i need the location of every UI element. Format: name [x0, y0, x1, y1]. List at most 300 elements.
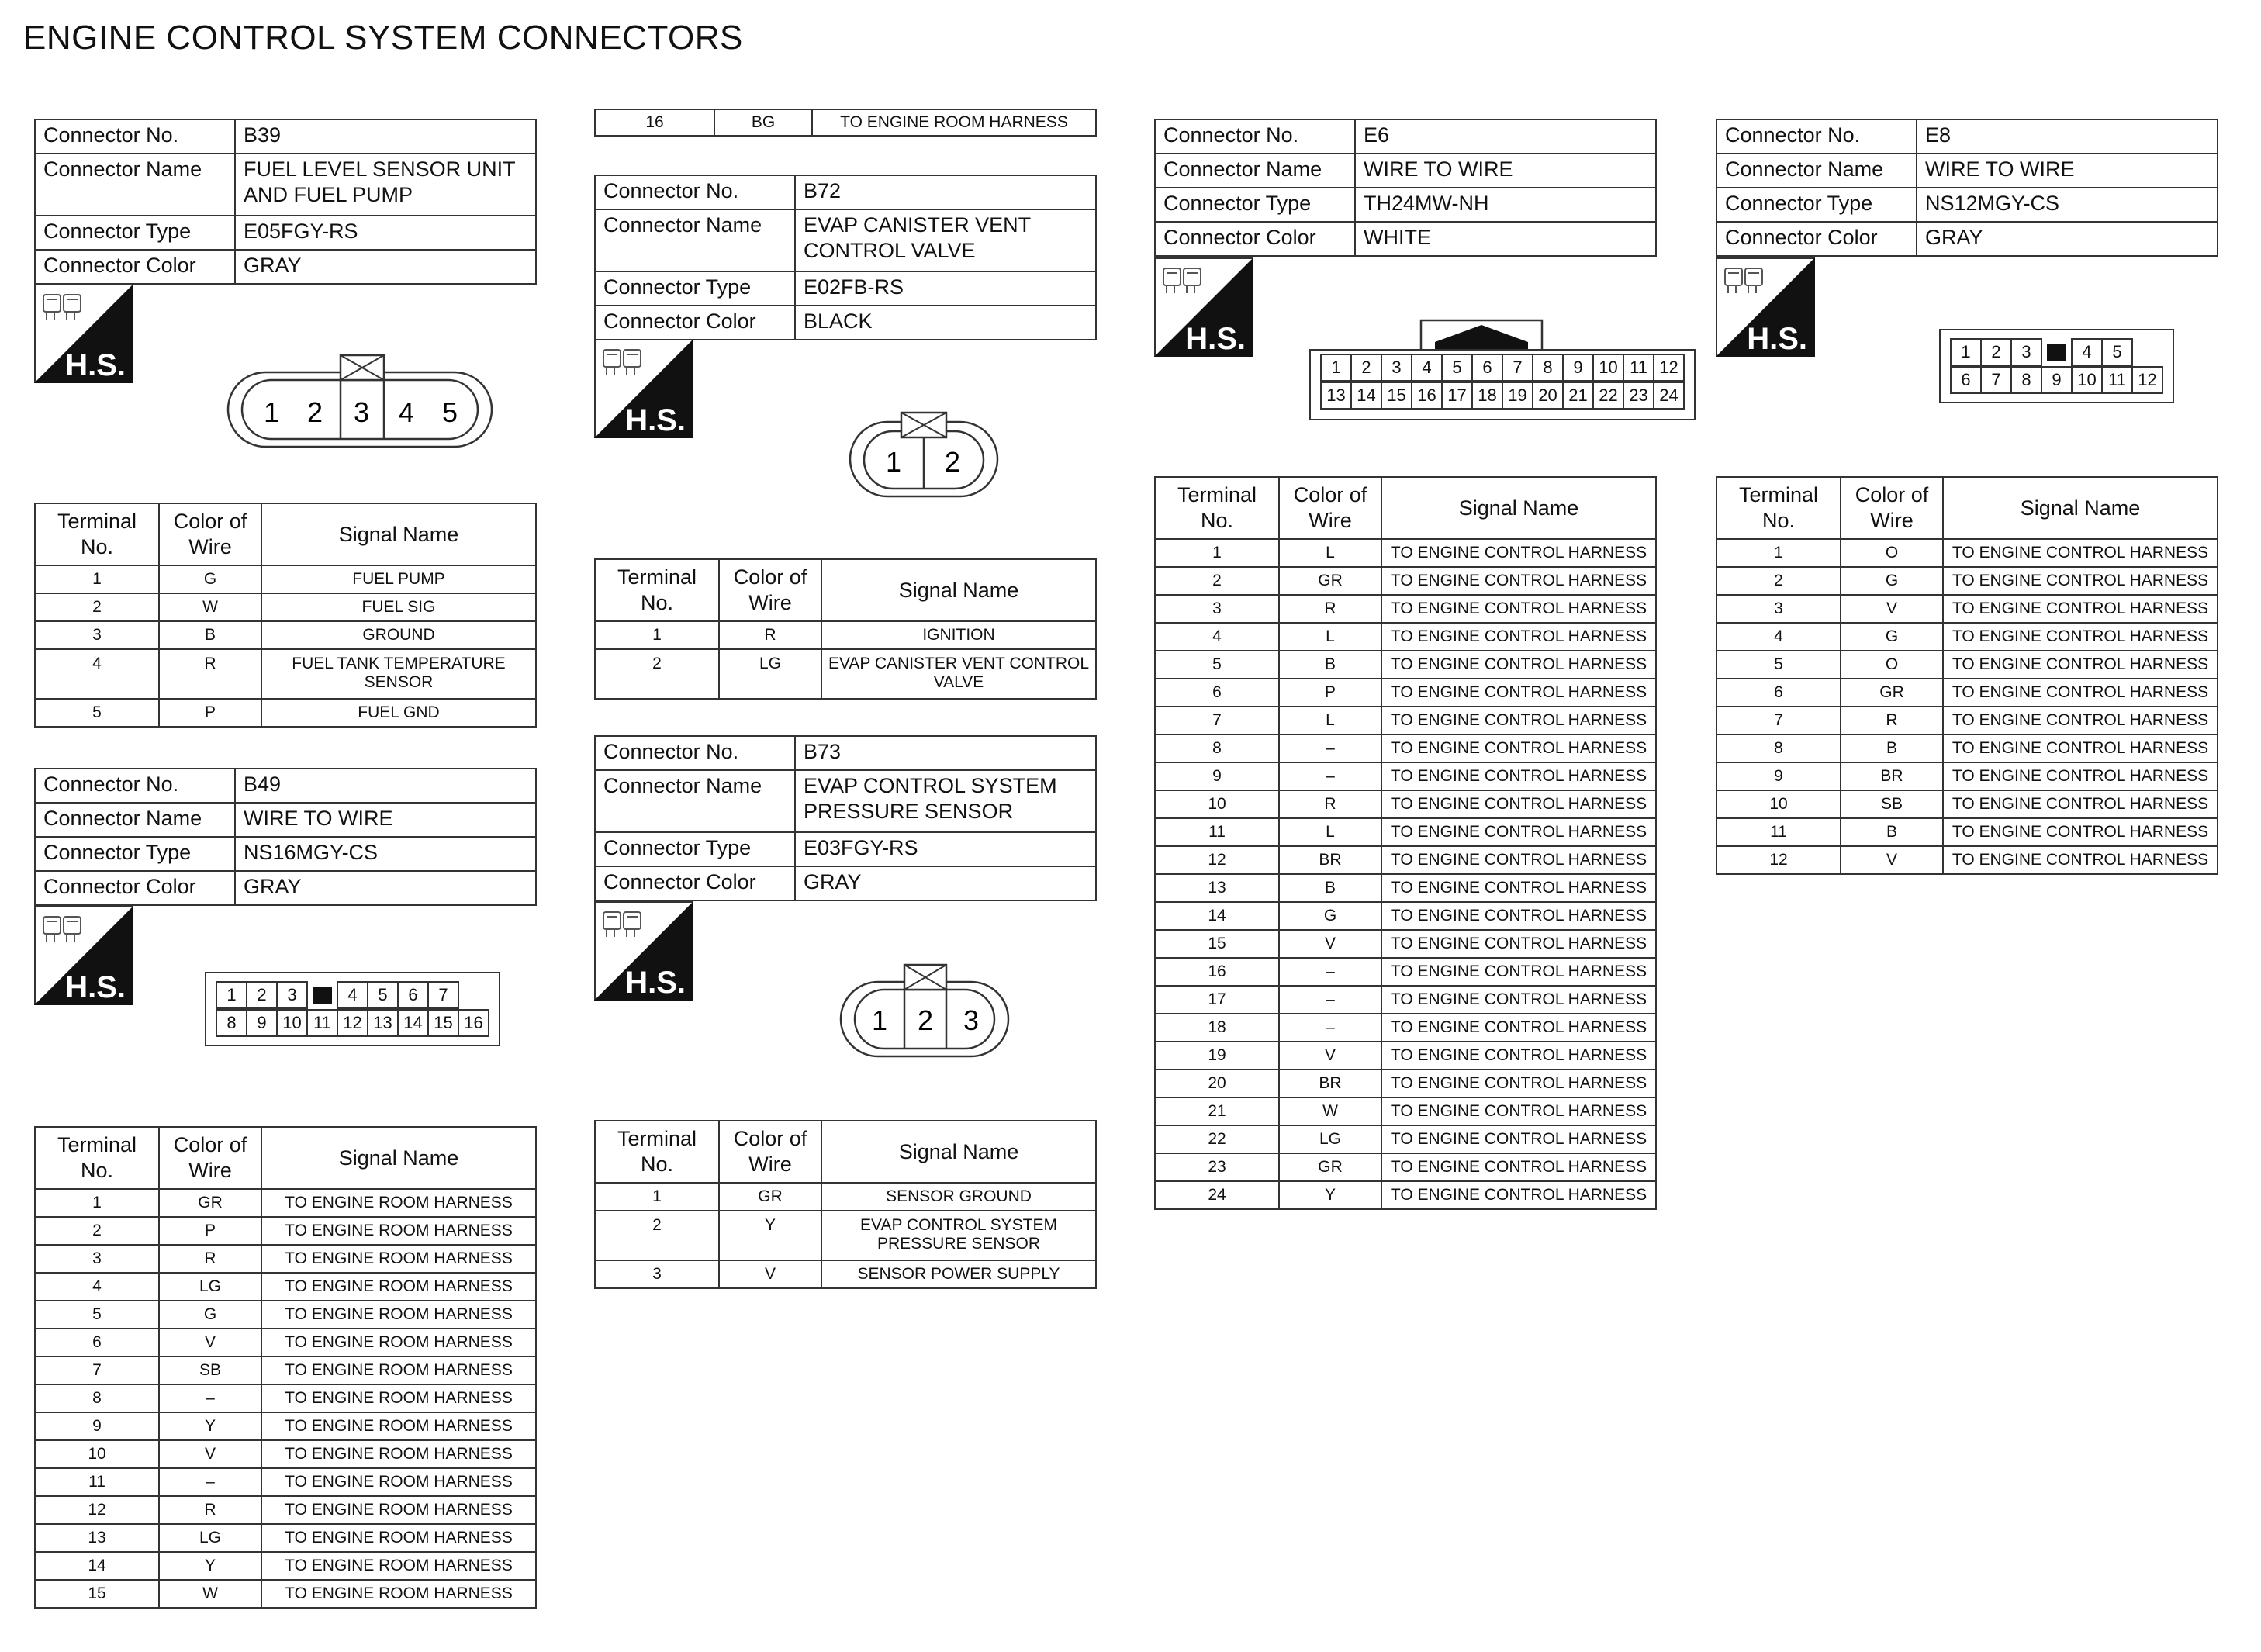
connector-diagram-b39	[225, 351, 496, 451]
color-of-wire: O	[1841, 539, 1943, 567]
pin-number: 2	[247, 982, 277, 1008]
signal-name: TO ENGINE CONTROL HARNESS	[1381, 1097, 1656, 1125]
connector-color-value: GRAY	[795, 866, 1096, 900]
signal-name: EVAP CONTROL SYSTEM PRESSURE SENSOR	[821, 1211, 1096, 1260]
signal-name: TO ENGINE CONTROL HARNESS	[1381, 762, 1656, 790]
pin-number: 1	[263, 396, 280, 428]
header-terminal-no: Terminal No.	[1716, 477, 1841, 539]
pin-number: 16	[458, 1010, 489, 1036]
label-connector-type: Connector Type	[1716, 188, 1917, 222]
signal-name: IGNITION	[821, 621, 1096, 649]
signal-name: TO ENGINE CONTROL HARNESS	[1381, 623, 1656, 651]
hs-label: H.S.	[65, 970, 126, 1004]
terminal-no: 20	[1155, 1070, 1279, 1097]
label-connector-color: Connector Color	[1155, 222, 1355, 256]
signal-name: TO ENGINE CONTROL HARNESS	[1943, 846, 2218, 874]
table-row	[35, 1524, 536, 1552]
label-connector-type: Connector Type	[595, 271, 795, 306]
table-row	[595, 649, 1096, 699]
hs-harness-side-icon	[594, 901, 693, 1001]
header-signal-name: Signal Name	[261, 503, 536, 565]
pin-number: 20	[1533, 382, 1563, 409]
signal-name: TO ENGINE CONTROL HARNESS	[1381, 930, 1656, 958]
signal-name: TO ENGINE CONTROL HARNESS	[1943, 818, 2218, 846]
color-of-wire: Y	[159, 1552, 261, 1580]
signal-name: TO ENGINE CONTROL HARNESS	[1381, 818, 1656, 846]
table-row	[1155, 1097, 1656, 1125]
color-of-wire: BG	[714, 109, 812, 136]
pin-number: 2	[1351, 354, 1381, 381]
terminal-no: 8	[1155, 734, 1279, 762]
table-row	[35, 1496, 536, 1524]
color-of-wire: –	[159, 1468, 261, 1496]
signal-name: TO ENGINE CONTROL HARNESS	[1381, 1042, 1656, 1070]
header-color-of-wire: Color of Wire	[719, 559, 821, 621]
color-of-wire: R	[1279, 790, 1381, 818]
pin-number: 1	[1321, 354, 1351, 381]
table-row	[35, 1440, 536, 1468]
signal-name: TO ENGINE ROOM HARNESS	[261, 1384, 536, 1412]
signal-name: TO ENGINE CONTROL HARNESS	[1381, 734, 1656, 762]
signal-name: SENSOR GROUND	[821, 1183, 1096, 1211]
terminal-no: 2	[1155, 567, 1279, 595]
color-of-wire: B	[1841, 734, 1943, 762]
label-connector-type: Connector Type	[1155, 188, 1355, 222]
color-of-wire: GR	[1279, 1153, 1381, 1181]
terminal-no: 3	[35, 1245, 159, 1273]
signal-name: TO ENGINE CONTROL HARNESS	[1943, 679, 2218, 707]
header-color-of-wire: Color of Wire	[1279, 477, 1381, 539]
pin-number: 18	[1472, 382, 1502, 409]
terminal-no: 4	[1155, 623, 1279, 651]
signal-name: TO ENGINE CONTROL HARNESS	[1943, 623, 2218, 651]
label-connector-no: Connector No.	[1155, 119, 1355, 154]
connector-e6	[1154, 119, 1657, 257]
hs-icon-graphic	[594, 339, 693, 438]
color-of-wire: P	[159, 699, 261, 727]
table-row	[35, 1580, 536, 1608]
pin-number: 1	[871, 1004, 888, 1036]
signal-name: TO ENGINE ROOM HARNESS	[261, 1273, 536, 1301]
terminal-no: 6	[35, 1329, 159, 1357]
table-row	[1155, 874, 1656, 902]
terminal-no: 1	[1716, 539, 1841, 567]
color-of-wire: L	[1279, 623, 1381, 651]
label-connector-color: Connector Color	[35, 250, 235, 284]
signal-name: TO ENGINE CONTROL HARNESS	[1381, 986, 1656, 1014]
color-of-wire: –	[1279, 958, 1381, 986]
pin-number: 16	[1412, 382, 1442, 409]
pin-number: 5	[441, 396, 458, 428]
terminal-no: 12	[1716, 846, 1841, 874]
terminal-no: 22	[1155, 1125, 1279, 1153]
connector-e8	[1716, 119, 2218, 257]
signal-name: TO ENGINE ROOM HARNESS	[261, 1301, 536, 1329]
connector-name-value: EVAP CONTROL SYSTEM PRESSURE SENSOR	[795, 770, 1096, 832]
signal-name: TO ENGINE CONTROL HARNESS	[1381, 874, 1656, 902]
terminal-no: 11	[35, 1468, 159, 1496]
pin-number: 14	[398, 1010, 428, 1036]
terminal-no: 6	[1155, 679, 1279, 707]
table-row	[1155, 1042, 1656, 1070]
signal-name: TO ENGINE CONTROL HARNESS	[1943, 707, 2218, 734]
terminal-no: 3	[1716, 595, 1841, 623]
hs-icon-graphic	[34, 284, 133, 383]
signal-name: TO ENGINE CONTROL HARNESS	[1381, 707, 1656, 734]
header-terminal-no: Terminal No.	[35, 1127, 159, 1189]
color-of-wire: LG	[1279, 1125, 1381, 1153]
header-terminal-no: Terminal No.	[595, 559, 719, 621]
table-row	[1716, 707, 2218, 734]
pin-number: 1	[1951, 339, 1981, 365]
color-of-wire: R	[719, 621, 821, 649]
table-row	[35, 565, 536, 593]
pin-number: 6	[1951, 367, 1981, 393]
signal-name: TO ENGINE CONTROL HARNESS	[1381, 1153, 1656, 1181]
label-connector-no: Connector No.	[595, 736, 795, 770]
table-row	[35, 1384, 536, 1412]
terminal-no: 4	[35, 1273, 159, 1301]
hs-label: H.S.	[1747, 322, 1807, 356]
color-of-wire: G	[159, 1301, 261, 1329]
terminal-no: 8	[1716, 734, 1841, 762]
table-row	[1155, 595, 1656, 623]
color-of-wire: W	[1279, 1097, 1381, 1125]
terminal-no: 7	[1155, 707, 1279, 734]
header-terminal-no: Terminal No.	[35, 503, 159, 565]
pin-number: 1	[216, 982, 247, 1008]
color-of-wire: V	[1279, 1042, 1381, 1070]
color-of-wire: G	[159, 565, 261, 593]
pin-key-slot	[307, 982, 337, 1008]
terminal-no: 23	[1155, 1153, 1279, 1181]
pin-number: 15	[428, 1010, 458, 1036]
color-of-wire: V	[1841, 846, 1943, 874]
color-of-wire: V	[1841, 595, 1943, 623]
table-row	[35, 649, 536, 699]
color-of-wire: W	[159, 593, 261, 621]
table-row	[1155, 762, 1656, 790]
connector-info-table	[1716, 119, 2218, 257]
hs-label: H.S.	[1185, 322, 1246, 356]
pin-number: 10	[1593, 354, 1623, 381]
color-of-wire: R	[159, 1245, 261, 1273]
table-row	[1155, 679, 1656, 707]
header-color-of-wire: Color of Wire	[1841, 477, 1943, 539]
signal-name: TO ENGINE CONTROL HARNESS	[1381, 958, 1656, 986]
connector-diagram-e6	[1309, 349, 1696, 420]
color-of-wire: GR	[159, 1189, 261, 1217]
pin-number: 6	[398, 982, 428, 1008]
terminal-no: 3	[35, 621, 159, 649]
signal-name: EVAP CANISTER VENT CONTROL VALVE	[821, 649, 1096, 699]
color-of-wire: R	[1279, 595, 1381, 623]
signal-name: TO ENGINE ROOM HARNESS	[261, 1552, 536, 1580]
pin-number: 4	[337, 982, 368, 1008]
terminal-no: 12	[35, 1496, 159, 1524]
pin-number: 8	[216, 1010, 247, 1036]
color-of-wire: L	[1279, 539, 1381, 567]
table-row	[35, 1189, 536, 1217]
terminal-no: 19	[1155, 1042, 1279, 1070]
terminal-no: 7	[1716, 707, 1841, 734]
signal-name: TO ENGINE CONTROL HARNESS	[1381, 1181, 1656, 1209]
signal-name: FUEL SIG	[261, 593, 536, 621]
signal-name: TO ENGINE CONTROL HARNESS	[1381, 846, 1656, 874]
pin-number: 9	[1563, 354, 1593, 381]
table-row	[595, 621, 1096, 649]
hs-icon-graphic	[1716, 257, 1815, 357]
signal-name: TO ENGINE CONTROL HARNESS	[1943, 762, 2218, 790]
signal-name: TO ENGINE CONTROL HARNESS	[1381, 1070, 1656, 1097]
table-row	[1155, 651, 1656, 679]
terminal-no: 12	[1155, 846, 1279, 874]
hs-harness-side-icon	[594, 339, 693, 438]
table-row	[1155, 930, 1656, 958]
pin-number: 7	[428, 982, 458, 1008]
signal-name: TO ENGINE CONTROL HARNESS	[1943, 595, 2218, 623]
terminal-no: 16	[1155, 958, 1279, 986]
terminal-no: 17	[1155, 986, 1279, 1014]
color-of-wire: –	[1279, 762, 1381, 790]
pin-number: 3	[277, 982, 307, 1008]
pin-number: 3	[1381, 354, 1412, 381]
signal-name: TO ENGINE ROOM HARNESS	[261, 1496, 536, 1524]
table-row	[595, 1183, 1096, 1211]
signal-name: TO ENGINE CONTROL HARNESS	[1943, 567, 2218, 595]
terminal-no: 8	[35, 1384, 159, 1412]
label-connector-color: Connector Color	[35, 871, 235, 905]
label-connector-type: Connector Type	[35, 837, 235, 871]
pin-number: 3	[353, 396, 370, 428]
connector-name-value: FUEL LEVEL SENSOR UNIT AND FUEL PUMP	[235, 154, 536, 216]
label-connector-name: Connector Name	[595, 770, 795, 832]
label-connector-name: Connector Name	[1155, 154, 1355, 188]
terminal-no: 3	[595, 1260, 719, 1288]
terminal-table-b72	[594, 558, 1097, 700]
pin-number: 23	[1623, 382, 1654, 409]
header-terminal-no: Terminal No.	[595, 1121, 719, 1183]
color-of-wire: L	[1279, 707, 1381, 734]
color-of-wire: B	[1279, 874, 1381, 902]
table-row	[1716, 818, 2218, 846]
table-row	[1155, 846, 1656, 874]
connector-no-value: B72	[795, 175, 1096, 209]
b49-continued-row	[594, 109, 1097, 137]
connector-no-value: E6	[1355, 119, 1656, 154]
signal-name: TO ENGINE ROOM HARNESS	[261, 1412, 536, 1440]
signal-name: TO ENGINE ROOM HARNESS	[261, 1329, 536, 1357]
table-row	[1716, 762, 2218, 790]
color-of-wire: W	[159, 1580, 261, 1608]
pin-number: 12	[2132, 367, 2162, 393]
color-of-wire: P	[1279, 679, 1381, 707]
hs-label: H.S.	[625, 403, 686, 437]
signal-name: TO ENGINE ROOM HARNESS	[261, 1357, 536, 1384]
connector-diagram-b72	[847, 397, 1002, 502]
signal-name: TO ENGINE CONTROL HARNESS	[1381, 1125, 1656, 1153]
label-connector-color: Connector Color	[595, 306, 795, 340]
pin-number: 4	[1412, 354, 1442, 381]
label-connector-color: Connector Color	[595, 866, 795, 900]
label-connector-no: Connector No.	[595, 175, 795, 209]
terminal-no: 16	[595, 109, 714, 136]
terminal-table-e6	[1154, 476, 1657, 1210]
pin-number: 15	[1381, 382, 1412, 409]
color-of-wire: BR	[1279, 1070, 1381, 1097]
table-row	[1155, 986, 1656, 1014]
terminal-no: 10	[1155, 790, 1279, 818]
signal-name: TO ENGINE CONTROL HARNESS	[1381, 790, 1656, 818]
connector-no-value: E8	[1917, 119, 2218, 154]
terminal-no: 2	[1716, 567, 1841, 595]
header-color-of-wire: Color of Wire	[719, 1121, 821, 1183]
table-row	[35, 1217, 536, 1245]
table-row	[1155, 818, 1656, 846]
pin-key-slot	[2041, 339, 2072, 365]
terminal-no: 9	[1716, 762, 1841, 790]
terminal-no: 1	[35, 565, 159, 593]
terminal-no: 15	[1155, 930, 1279, 958]
table-row	[1716, 595, 2218, 623]
pin-number: 2	[944, 446, 961, 478]
pin-number: 13	[1321, 382, 1351, 409]
color-of-wire: G	[1841, 623, 1943, 651]
color-of-wire: Y	[1279, 1181, 1381, 1209]
connector-no-value: B49	[235, 769, 536, 803]
signal-name: GROUND	[261, 621, 536, 649]
table-row	[35, 1552, 536, 1580]
pin-number: 7	[1502, 354, 1533, 381]
pin-number: 5	[1442, 354, 1472, 381]
terminal-no: 1	[595, 621, 719, 649]
signal-name: TO ENGINE ROOM HARNESS	[261, 1217, 536, 1245]
table-row	[595, 1211, 1096, 1260]
terminal-no: 13	[1155, 874, 1279, 902]
connector-color-value: BLACK	[795, 306, 1096, 340]
label-connector-type: Connector Type	[595, 832, 795, 866]
terminal-no: 10	[1716, 790, 1841, 818]
table-row	[35, 699, 536, 727]
pin-number: 8	[2011, 367, 2041, 393]
terminal-no: 9	[1155, 762, 1279, 790]
table-row	[1155, 539, 1656, 567]
table-row	[35, 1357, 536, 1384]
table-row	[1155, 567, 1656, 595]
connector-name-value: EVAP CANISTER VENT CONTROL VALVE	[795, 209, 1096, 271]
signal-name: TO ENGINE CONTROL HARNESS	[1943, 790, 2218, 818]
header-signal-name: Signal Name	[1943, 477, 2218, 539]
label-connector-name: Connector Name	[35, 803, 235, 837]
connector-no-value: B73	[795, 736, 1096, 770]
hs-harness-side-icon	[1154, 257, 1253, 357]
terminal-no: 7	[35, 1357, 159, 1384]
color-of-wire: R	[159, 1496, 261, 1524]
terminal-no: 9	[35, 1412, 159, 1440]
hs-icon-graphic	[34, 906, 133, 1005]
terminal-table-b49	[34, 1126, 537, 1609]
terminal-no: 10	[35, 1440, 159, 1468]
connector-color-value: GRAY	[1917, 222, 2218, 256]
terminal-no: 2	[35, 1217, 159, 1245]
color-of-wire: SB	[159, 1357, 261, 1384]
pin-number: 2	[1981, 339, 2011, 365]
label-connector-type: Connector Type	[35, 216, 235, 250]
terminal-no: 5	[35, 699, 159, 727]
connector-info-table	[1154, 119, 1657, 257]
terminal-no: 11	[1155, 818, 1279, 846]
header-signal-name: Signal Name	[1381, 477, 1656, 539]
hs-label: H.S.	[65, 348, 126, 382]
color-of-wire: B	[1841, 818, 1943, 846]
table-row	[1716, 846, 2218, 874]
connector-diagram-e8	[1939, 329, 2174, 403]
pin-number: 11	[1623, 354, 1654, 381]
terminal-no: 14	[1155, 902, 1279, 930]
table-row	[1155, 902, 1656, 930]
signal-name: TO ENGINE CONTROL HARNESS	[1381, 679, 1656, 707]
pin-number: 7	[1981, 367, 2011, 393]
connector-info-table	[34, 119, 537, 285]
connector-b39	[34, 119, 537, 285]
hs-label: H.S.	[625, 966, 686, 1000]
color-of-wire: V	[1279, 930, 1381, 958]
pin-number: 22	[1593, 382, 1623, 409]
pin-number: 2	[306, 396, 323, 428]
color-of-wire: –	[1279, 1014, 1381, 1042]
terminal-no: 15	[35, 1580, 159, 1608]
color-of-wire: SB	[1841, 790, 1943, 818]
table-row	[1155, 1014, 1656, 1042]
hs-harness-side-icon	[34, 284, 133, 383]
terminal-no: 14	[35, 1552, 159, 1580]
pin-number: 11	[307, 1010, 337, 1036]
signal-name: TO ENGINE CONTROL HARNESS	[1381, 567, 1656, 595]
signal-name: TO ENGINE ROOM HARNESS	[261, 1189, 536, 1217]
terminal-no: 18	[1155, 1014, 1279, 1042]
terminal-no: 3	[1155, 595, 1279, 623]
pin-number: 2	[917, 1004, 934, 1036]
table-row	[1716, 539, 2218, 567]
terminal-no: 4	[1716, 623, 1841, 651]
color-of-wire: LG	[719, 649, 821, 699]
signal-name: FUEL PUMP	[261, 565, 536, 593]
terminal-no: 1	[1155, 539, 1279, 567]
connector-lock-tab	[1419, 314, 1544, 351]
table-row	[1716, 623, 2218, 651]
color-of-wire: B	[1279, 651, 1381, 679]
signal-name: TO ENGINE CONTROL HARNESS	[1381, 595, 1656, 623]
pin-number: 10	[2072, 367, 2102, 393]
pin-number: 4	[2072, 339, 2102, 365]
pin-number: 10	[277, 1010, 307, 1036]
connector-type-value: E02FB-RS	[795, 271, 1096, 306]
pin-number: 14	[1351, 382, 1381, 409]
signal-name: TO ENGINE ROOM HARNESS	[812, 109, 1096, 136]
table-row	[35, 1329, 536, 1357]
table-row	[35, 1301, 536, 1329]
color-of-wire: R	[1841, 707, 1943, 734]
table-row	[35, 621, 536, 649]
hs-icon-graphic	[594, 901, 693, 1001]
connector-diagram-b49	[205, 972, 500, 1046]
signal-name: TO ENGINE ROOM HARNESS	[261, 1524, 536, 1552]
pin-number: 13	[368, 1010, 398, 1036]
color-of-wire: V	[159, 1329, 261, 1357]
table-row	[1155, 734, 1656, 762]
table-row	[1155, 623, 1656, 651]
connector-type-value: TH24MW-NH	[1355, 188, 1656, 222]
